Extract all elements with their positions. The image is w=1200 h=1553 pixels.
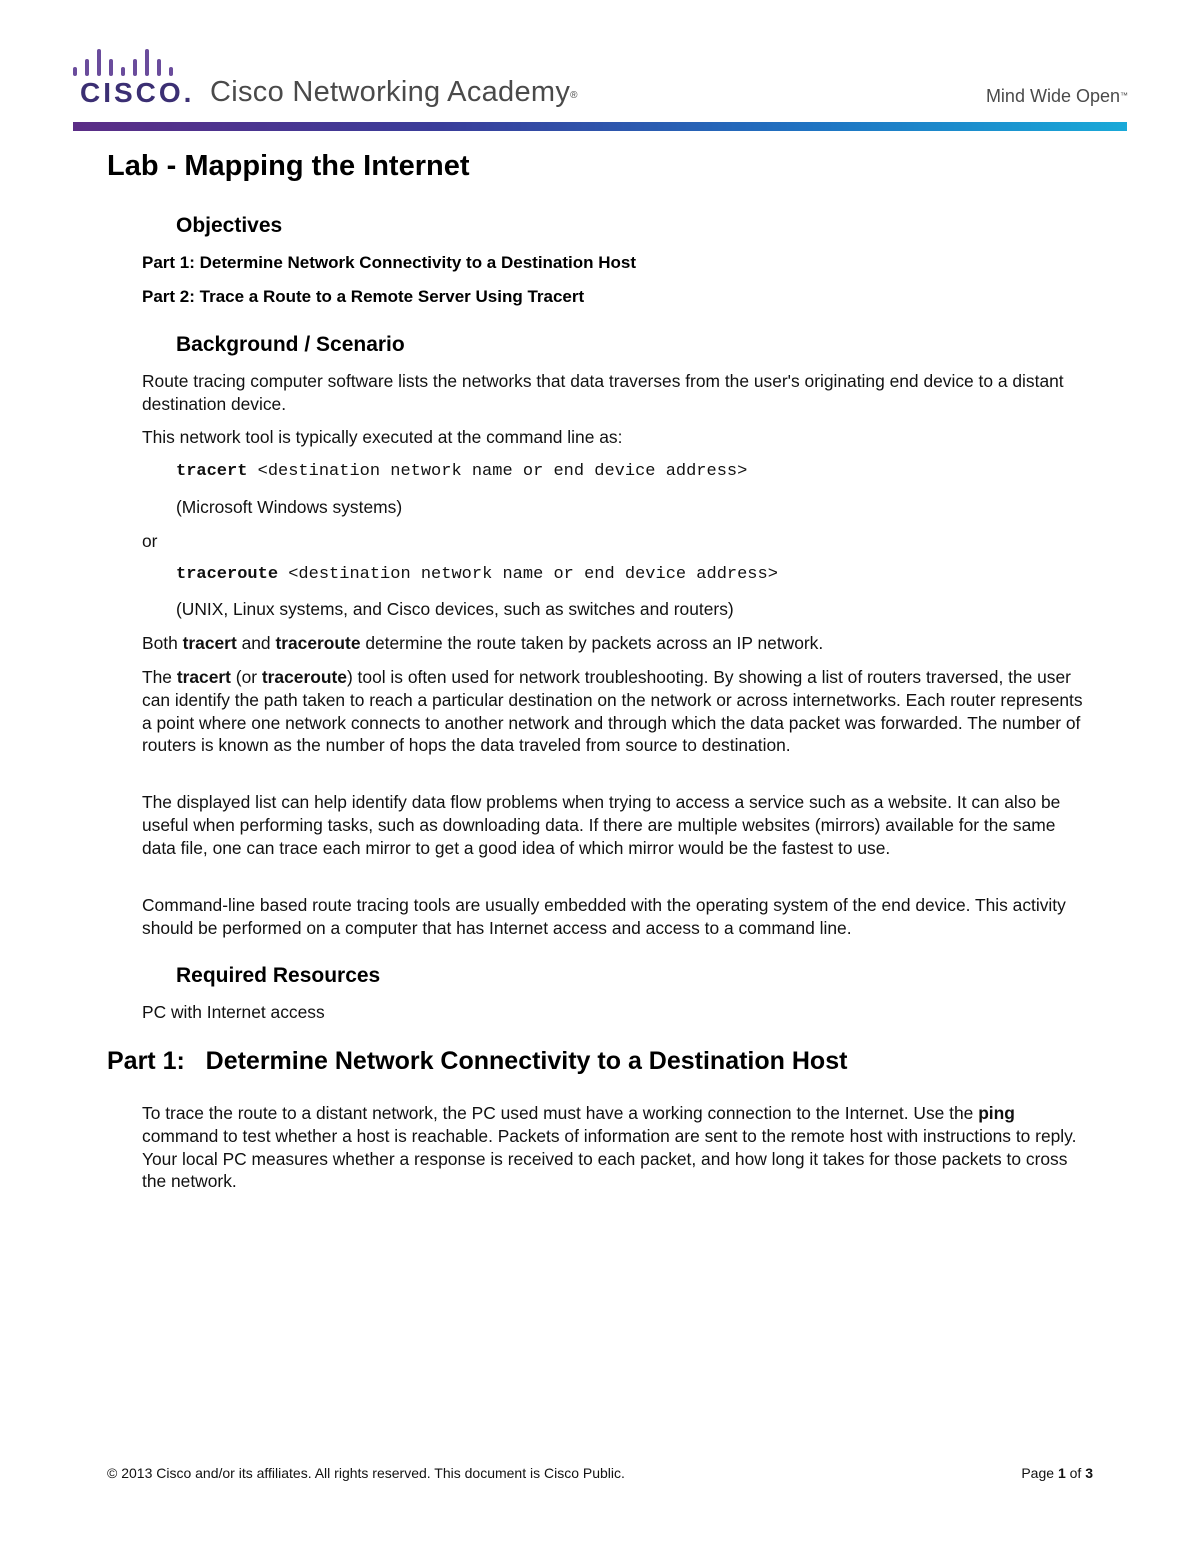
academy-name: Cisco Networking Academy® — [210, 76, 578, 108]
traceroute-command: traceroute <destination network name or end device address> — [176, 565, 778, 584]
background-heading: Background / Scenario — [176, 333, 405, 356]
header-gradient-rule — [73, 122, 1127, 131]
objectives-heading: Objectives — [176, 214, 283, 237]
background-paragraph-2: This network tool is typically executed at the command line as: — [142, 427, 623, 447]
traceroute-note: (UNIX, Linux systems, and Cisco devices, such as switches and routers) — [176, 599, 734, 619]
background-paragraph-5: The displayed list can help identify data flow problems when trying to access a service such as a website. It can also be useful when performing tasks, such as downloading data. If there are multiple websites (mirrors) available for the same data file, one can trace each mirror to get a good idea of which mirror would be the fastest to use. — [142, 792, 1061, 858]
objective-part1: Part 1: Determine Network Connectivity to a Destination Host — [142, 253, 637, 272]
background-paragraph-4: The tracert (or traceroute) tool is often used for network troubleshooting. By showing a list of routers traversed, the user can identify the path taken to reach a particular destination on the network or across internetworks. Each router represents a point where one network connects to another network and through which the data packet was forwarded. The number of routers is known as the number of hops the data traveled from source to destination. — [142, 667, 1083, 756]
background-paragraph-6: Command-line based route tracing tools are usually embedded with the operating system of the end device. This activity should be performed on a computer that has Internet access and access to a command line. — [142, 895, 1066, 938]
footer-copyright: © 2013 Cisco and/or its affiliates. All rights reserved. This document is Cisco Public. — [107, 1465, 625, 1481]
objective-part2: Part 2: Trace a Route to a Remote Server Using Tracert — [142, 287, 585, 306]
registered-mark: ® — [570, 90, 578, 101]
part1-paragraph: To trace the route to a distant network, the PC used must have a working connection to the Internet. Use the ping command to test whether a host is reachable. Packets of information are sent to the remote host with instructions to reply. Your local PC measures whether a response is received to each packet, and how long it takes for those packets to cross the network. — [142, 1103, 1077, 1192]
page-header — [0, 0, 1200, 140]
background-paragraph-3: Both tracert and traceroute determine the route taken by packets across an IP network. — [142, 633, 824, 653]
resources-item: PC with Internet access — [142, 1002, 325, 1022]
trademark-mark: ™ — [1120, 91, 1128, 100]
footer-page-number: Page 1 of 3 — [1021, 1465, 1093, 1481]
resources-heading: Required Resources — [176, 964, 381, 987]
or-text: or — [142, 531, 158, 551]
document-title: Lab - Mapping the Internet — [107, 150, 470, 182]
cisco-logo-bars-icon — [73, 46, 183, 76]
tagline: Mind Wide Open™ — [985, 86, 1128, 106]
cisco-logo-wordmark: CISCO. — [80, 77, 195, 108]
tracert-command: tracert <destination network name or end device address> — [176, 462, 748, 481]
background-paragraph-1: Route tracing computer software lists the networks that data traverses from the user's originating end device to a distant destination device. — [142, 371, 1064, 414]
part1-heading: Part 1: Determine Network Connectivity to a Destination Host — [107, 1047, 848, 1075]
tracert-note: (Microsoft Windows systems) — [176, 497, 403, 517]
